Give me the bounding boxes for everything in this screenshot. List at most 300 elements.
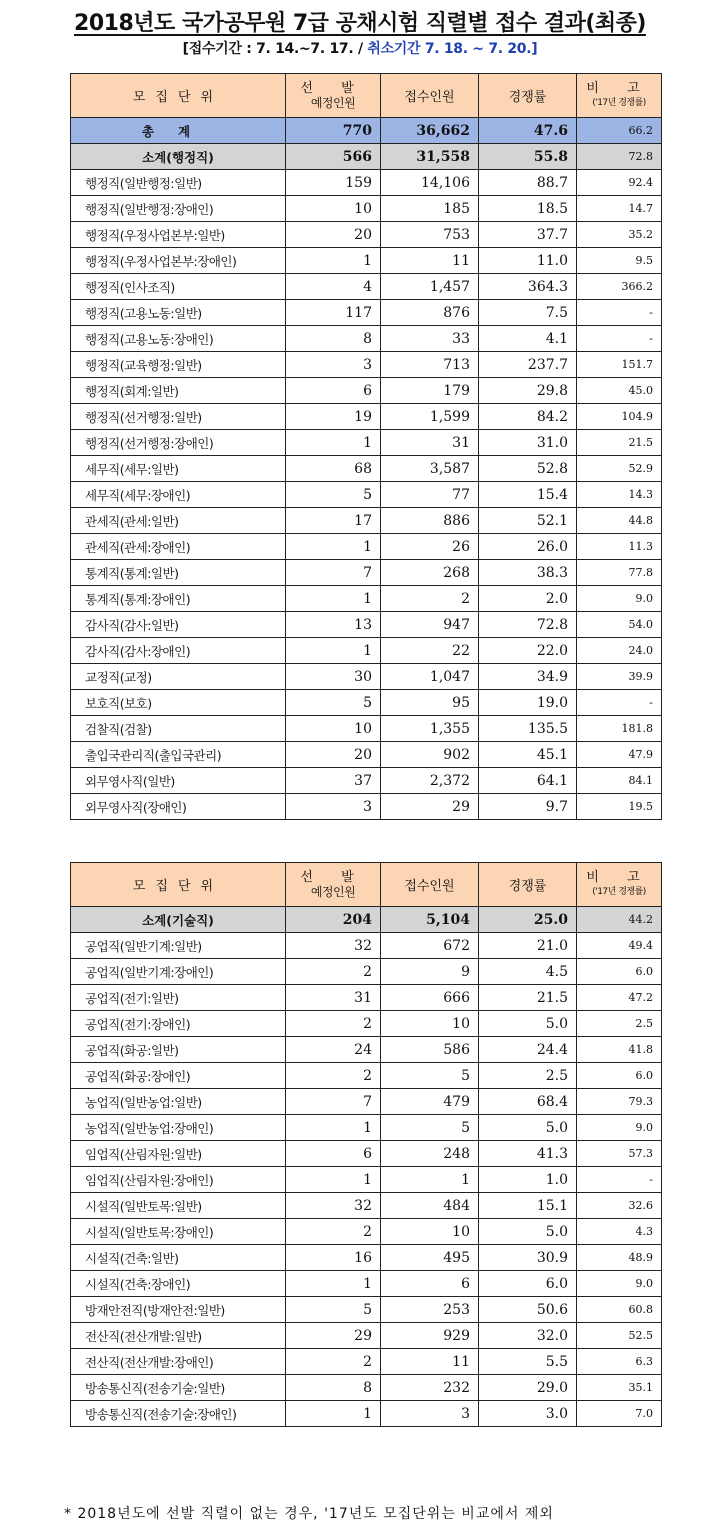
row-applicants: 95 [381,690,479,716]
row-applicants: 479 [381,1089,479,1115]
row-planned: 5 [286,1297,381,1323]
row-rate: 5.0 [479,1219,577,1245]
header-note: 비 고 ('17년 경쟁률) [577,74,662,118]
row-planned: 7 [286,1089,381,1115]
header-unit: 모집단위 [71,863,286,907]
row-rate: 9.7 [479,794,577,820]
row-applicants: 185 [381,196,479,222]
row-rate: 26.0 [479,534,577,560]
row-applicants: 495 [381,1245,479,1271]
row-rate: 5.0 [479,1115,577,1141]
row-applicants: 672 [381,933,479,959]
row-rate: 47.6 [479,118,577,144]
row-applicants: 248 [381,1141,479,1167]
row-planned: 1 [286,586,381,612]
table-row [71,1089,662,1115]
row-applicants: 10 [381,1219,479,1245]
row-applicants: 31 [381,430,479,456]
row-prev-rate: 9.5 [577,248,662,274]
row-planned: 16 [286,1245,381,1271]
row-applicants: 253 [381,1297,479,1323]
row-name: 소계(행정직) [71,144,286,170]
row-name: 농업직(일반농업:일반) [71,1089,286,1115]
row-name: 세무직(세무:일반) [71,456,286,482]
row-planned: 6 [286,378,381,404]
row-applicants: 6 [381,1271,479,1297]
row-prev-rate: 44.8 [577,508,662,534]
row-applicants: 5,104 [381,907,479,933]
row-applicants: 10 [381,1011,479,1037]
row-applicants: 5 [381,1063,479,1089]
row-prev-rate: 7.0 [577,1401,662,1427]
row-name: 출입국관리직(출입국관리) [71,742,286,768]
row-prev-rate: 11.3 [577,534,662,560]
table-row [71,1037,662,1063]
header-rate: 경쟁률 [479,74,577,118]
row-planned: 13 [286,612,381,638]
table-row [71,1167,662,1193]
row-rate: 3.0 [479,1401,577,1427]
row-planned: 1 [286,1271,381,1297]
row-prev-rate: 49.4 [577,933,662,959]
row-rate: 25.0 [479,907,577,933]
row-prev-rate: 6.0 [577,959,662,985]
table-row [71,1401,662,1427]
footnote: * 2018년도에 선발 직렬이 없는 경우, '17년도 모집단위는 비교에서 제외 [64,1506,554,1522]
row-rate: 31.0 [479,430,577,456]
row-applicants: 268 [381,560,479,586]
row-name: 시설직(건축:장애인) [71,1271,286,1297]
row-name: 방재안전직(방재안전:일반) [71,1297,286,1323]
row-name: 임업직(산림자원:일반) [71,1141,286,1167]
table-row [71,326,662,352]
row-applicants: 26 [381,534,479,560]
row-applicants: 484 [381,1193,479,1219]
row-name: 임업직(산림자원:장애인) [71,1167,286,1193]
table-row [71,508,662,534]
row-planned: 1 [286,1115,381,1141]
row-name: 관세직(관세:장애인) [71,534,286,560]
period-line [0,38,720,58]
table-row [71,638,662,664]
row-name: 행정직(우정사업본부:일반) [71,222,286,248]
row-prev-rate: 14.3 [577,482,662,508]
row-name: 시설직(일반토목:장애인) [71,1219,286,1245]
row-prev-rate: 6.3 [577,1349,662,1375]
row-prev-rate: 47.2 [577,985,662,1011]
table-row [71,222,662,248]
row-planned: 29 [286,1323,381,1349]
table-row [71,1297,662,1323]
header-unit: 모집단위 [71,74,286,118]
row-name: 세무직(세무:장애인) [71,482,286,508]
table-row [71,985,662,1011]
row-planned: 3 [286,352,381,378]
row-name: 외무영사직(장애인) [71,794,286,820]
row-name: 외무영사직(일반) [71,768,286,794]
row-planned: 1 [286,534,381,560]
row-rate: 364.3 [479,274,577,300]
row-planned: 1 [286,638,381,664]
row-name: 총계 [71,118,286,144]
table-row [71,1271,662,1297]
row-prev-rate: 79.3 [577,1089,662,1115]
row-prev-rate: 66.2 [577,118,662,144]
table-row [71,378,662,404]
row-planned: 32 [286,933,381,959]
row-name: 검찰직(검찰) [71,716,286,742]
row-prev-rate: 35.1 [577,1375,662,1401]
row-prev-rate: 44.2 [577,907,662,933]
table-row [71,1323,662,1349]
row-planned: 117 [286,300,381,326]
row-planned: 5 [286,690,381,716]
row-applicants: 77 [381,482,479,508]
row-applicants: 3,587 [381,456,479,482]
row-name: 감사직(감사:일반) [71,612,286,638]
row-applicants: 1 [381,1167,479,1193]
row-planned: 2 [286,1011,381,1037]
header-planned: 선 발 예정인원 [286,74,381,118]
row-rate: 37.7 [479,222,577,248]
row-applicants: 9 [381,959,479,985]
row-planned: 17 [286,508,381,534]
row-prev-rate: 24.0 [577,638,662,664]
row-name: 방송통신직(전송기술:장애인) [71,1401,286,1427]
row-prev-rate: 32.6 [577,1193,662,1219]
row-rate: 2.0 [479,586,577,612]
row-planned: 19 [286,404,381,430]
table-row [71,352,662,378]
row-name: 공업직(일반기계:일반) [71,933,286,959]
table-header [71,74,662,118]
table-row [71,1349,662,1375]
row-rate: 68.4 [479,1089,577,1115]
subtotal-row [71,907,662,933]
row-rate: 29.8 [479,378,577,404]
row-planned: 3 [286,794,381,820]
row-planned: 4 [286,274,381,300]
row-planned: 2 [286,1063,381,1089]
table-row [71,664,662,690]
row-applicants: 666 [381,985,479,1011]
row-rate: 5.0 [479,1011,577,1037]
row-rate: 21.0 [479,933,577,959]
table-row [71,933,662,959]
table-row [71,959,662,985]
table-row [71,274,662,300]
row-name: 행정직(일반행정:일반) [71,170,286,196]
row-prev-rate: 4.3 [577,1219,662,1245]
row-rate: 29.0 [479,1375,577,1401]
row-planned: 68 [286,456,381,482]
row-rate: 64.1 [479,768,577,794]
row-name: 소계(기술직) [71,907,286,933]
row-planned: 2 [286,1349,381,1375]
table-row [71,794,662,820]
row-planned: 20 [286,222,381,248]
row-prev-rate: - [577,690,662,716]
row-rate: 34.9 [479,664,577,690]
row-name: 행정직(우정사업본부:장애인) [71,248,286,274]
row-planned: 8 [286,326,381,352]
row-applicants: 886 [381,508,479,534]
table-row [71,196,662,222]
table-row [71,742,662,768]
row-name: 교정직(교정) [71,664,286,690]
subtotal-row [71,144,662,170]
row-planned: 7 [286,560,381,586]
row-applicants: 33 [381,326,479,352]
row-prev-rate: 19.5 [577,794,662,820]
row-prev-rate: 92.4 [577,170,662,196]
row-prev-rate: 6.0 [577,1063,662,1089]
row-applicants: 14,106 [381,170,479,196]
table-row [71,534,662,560]
row-applicants: 36,662 [381,118,479,144]
row-applicants: 11 [381,248,479,274]
row-applicants: 713 [381,352,479,378]
row-rate: 18.5 [479,196,577,222]
row-applicants: 929 [381,1323,479,1349]
table-row [71,170,662,196]
row-prev-rate: - [577,326,662,352]
row-applicants: 2,372 [381,768,479,794]
row-rate: 19.0 [479,690,577,716]
row-rate: 5.5 [479,1349,577,1375]
table-row [71,482,662,508]
row-applicants: 753 [381,222,479,248]
row-rate: 38.3 [479,560,577,586]
row-prev-rate: 45.0 [577,378,662,404]
row-rate: 11.0 [479,248,577,274]
table-row [71,1011,662,1037]
row-applicants: 2 [381,586,479,612]
row-rate: 7.5 [479,300,577,326]
row-applicants: 1,047 [381,664,479,690]
row-rate: 30.9 [479,1245,577,1271]
row-prev-rate: 84.1 [577,768,662,794]
row-name: 감사직(감사:장애인) [71,638,286,664]
row-rate: 45.1 [479,742,577,768]
header-note: 비 고 ('17년 경쟁률) [577,863,662,907]
row-planned: 2 [286,1219,381,1245]
row-applicants: 22 [381,638,479,664]
row-name: 행정직(선거행정:장애인) [71,430,286,456]
row-prev-rate: 39.9 [577,664,662,690]
row-planned: 10 [286,716,381,742]
row-applicants: 5 [381,1115,479,1141]
row-name: 행정직(선거행정:일반) [71,404,286,430]
admin-results-table [70,73,662,820]
table-row [71,1245,662,1271]
row-rate: 2.5 [479,1063,577,1089]
row-prev-rate: 151.7 [577,352,662,378]
row-applicants: 1,355 [381,716,479,742]
table-row [71,716,662,742]
row-rate: 21.5 [479,985,577,1011]
row-applicants: 11 [381,1349,479,1375]
table-row [71,456,662,482]
table-row [71,404,662,430]
row-name: 농업직(일반농업:장애인) [71,1115,286,1141]
row-name: 통계직(통계:일반) [71,560,286,586]
row-prev-rate: 181.8 [577,716,662,742]
table-row [71,1193,662,1219]
row-name: 전산직(전산개발:장애인) [71,1349,286,1375]
row-prev-rate: 35.2 [577,222,662,248]
row-prev-rate: 14.7 [577,196,662,222]
row-name: 공업직(전기:장애인) [71,1011,286,1037]
row-prev-rate: 60.8 [577,1297,662,1323]
page-title: 2018년도 국가공무원 7급 공채시험 직렬별 접수 결과(최종) [74,11,646,36]
row-rate: 4.5 [479,959,577,985]
table-row [71,560,662,586]
table-row [71,1141,662,1167]
row-prev-rate: 54.0 [577,612,662,638]
row-applicants: 3 [381,1401,479,1427]
row-name: 보호직(보호) [71,690,286,716]
row-name: 행정직(고용노동:일반) [71,300,286,326]
row-planned: 1 [286,1401,381,1427]
row-planned: 159 [286,170,381,196]
row-prev-rate: 72.8 [577,144,662,170]
row-name: 전산직(전산개발:일반) [71,1323,286,1349]
row-prev-rate: 104.9 [577,404,662,430]
row-name: 관세직(관세:일반) [71,508,286,534]
row-name: 공업직(일반기계:장애인) [71,959,286,985]
row-planned: 5 [286,482,381,508]
row-planned: 1 [286,248,381,274]
total-row [71,118,662,144]
row-prev-rate: 9.0 [577,1271,662,1297]
row-planned: 10 [286,196,381,222]
row-applicants: 902 [381,742,479,768]
tech-results-table [70,862,662,1427]
row-applicants: 232 [381,1375,479,1401]
row-name: 시설직(건축:일반) [71,1245,286,1271]
row-rate: 135.5 [479,716,577,742]
row-prev-rate: 48.9 [577,1245,662,1271]
table-row [71,586,662,612]
table-row [71,1063,662,1089]
cancel-period: 취소기간 7. 18. ~ 7. 20.] [367,41,538,57]
row-planned: 32 [286,1193,381,1219]
row-rate: 50.6 [479,1297,577,1323]
row-applicants: 1,599 [381,404,479,430]
table-row [71,1375,662,1401]
row-applicants: 876 [381,300,479,326]
row-rate: 22.0 [479,638,577,664]
row-planned: 204 [286,907,381,933]
row-planned: 8 [286,1375,381,1401]
row-name: 행정직(인사조직) [71,274,286,300]
header-planned: 선 발 예정인원 [286,863,381,907]
row-prev-rate: 366.2 [577,274,662,300]
row-planned: 2 [286,959,381,985]
row-name: 행정직(교육행정:일반) [71,352,286,378]
row-prev-rate: 52.5 [577,1323,662,1349]
receipt-period: [접수기간 : 7. 14.~7. 17. / [182,41,363,57]
row-name: 행정직(고용노동:장애인) [71,326,286,352]
row-planned: 37 [286,768,381,794]
table-row [71,430,662,456]
row-name: 행정직(일반행정:장애인) [71,196,286,222]
row-prev-rate: - [577,1167,662,1193]
row-planned: 20 [286,742,381,768]
row-rate: 72.8 [479,612,577,638]
row-applicants: 179 [381,378,479,404]
table-row [71,768,662,794]
table-row [71,690,662,716]
row-planned: 24 [286,1037,381,1063]
row-rate: 1.0 [479,1167,577,1193]
row-planned: 566 [286,144,381,170]
table-row [71,248,662,274]
header-applicants: 접수인원 [381,74,479,118]
row-rate: 237.7 [479,352,577,378]
row-name: 행정직(회계:일반) [71,378,286,404]
row-planned: 6 [286,1141,381,1167]
row-prev-rate: 41.8 [577,1037,662,1063]
row-rate: 4.1 [479,326,577,352]
row-applicants: 947 [381,612,479,638]
row-prev-rate: 2.5 [577,1011,662,1037]
row-rate: 15.4 [479,482,577,508]
row-rate: 6.0 [479,1271,577,1297]
row-planned: 30 [286,664,381,690]
row-planned: 1 [286,1167,381,1193]
table-row [71,300,662,326]
row-applicants: 586 [381,1037,479,1063]
row-prev-rate: 57.3 [577,1141,662,1167]
row-rate: 32.0 [479,1323,577,1349]
row-planned: 1 [286,430,381,456]
row-applicants: 31,558 [381,144,479,170]
row-prev-rate: 9.0 [577,1115,662,1141]
row-applicants: 1,457 [381,274,479,300]
row-rate: 24.4 [479,1037,577,1063]
row-applicants: 29 [381,794,479,820]
row-rate: 52.1 [479,508,577,534]
table-row [71,1115,662,1141]
row-name: 방송통신직(전송기술:일반) [71,1375,286,1401]
row-rate: 52.8 [479,456,577,482]
row-planned: 31 [286,985,381,1011]
table-header [71,863,662,907]
row-rate: 84.2 [479,404,577,430]
header-rate: 경쟁률 [479,863,577,907]
row-name: 통계직(통계:장애인) [71,586,286,612]
table-row [71,612,662,638]
row-name: 공업직(전기:일반) [71,985,286,1011]
row-rate: 15.1 [479,1193,577,1219]
row-name: 공업직(화공:장애인) [71,1063,286,1089]
row-name: 공업직(화공:일반) [71,1037,286,1063]
row-rate: 41.3 [479,1141,577,1167]
row-prev-rate: 52.9 [577,456,662,482]
row-name: 시설직(일반토목:일반) [71,1193,286,1219]
row-rate: 88.7 [479,170,577,196]
row-prev-rate: 47.9 [577,742,662,768]
header-applicants: 접수인원 [381,863,479,907]
row-prev-rate: 21.5 [577,430,662,456]
table-row [71,1219,662,1245]
row-prev-rate: - [577,300,662,326]
row-planned: 770 [286,118,381,144]
row-rate: 55.8 [479,144,577,170]
row-prev-rate: 9.0 [577,586,662,612]
